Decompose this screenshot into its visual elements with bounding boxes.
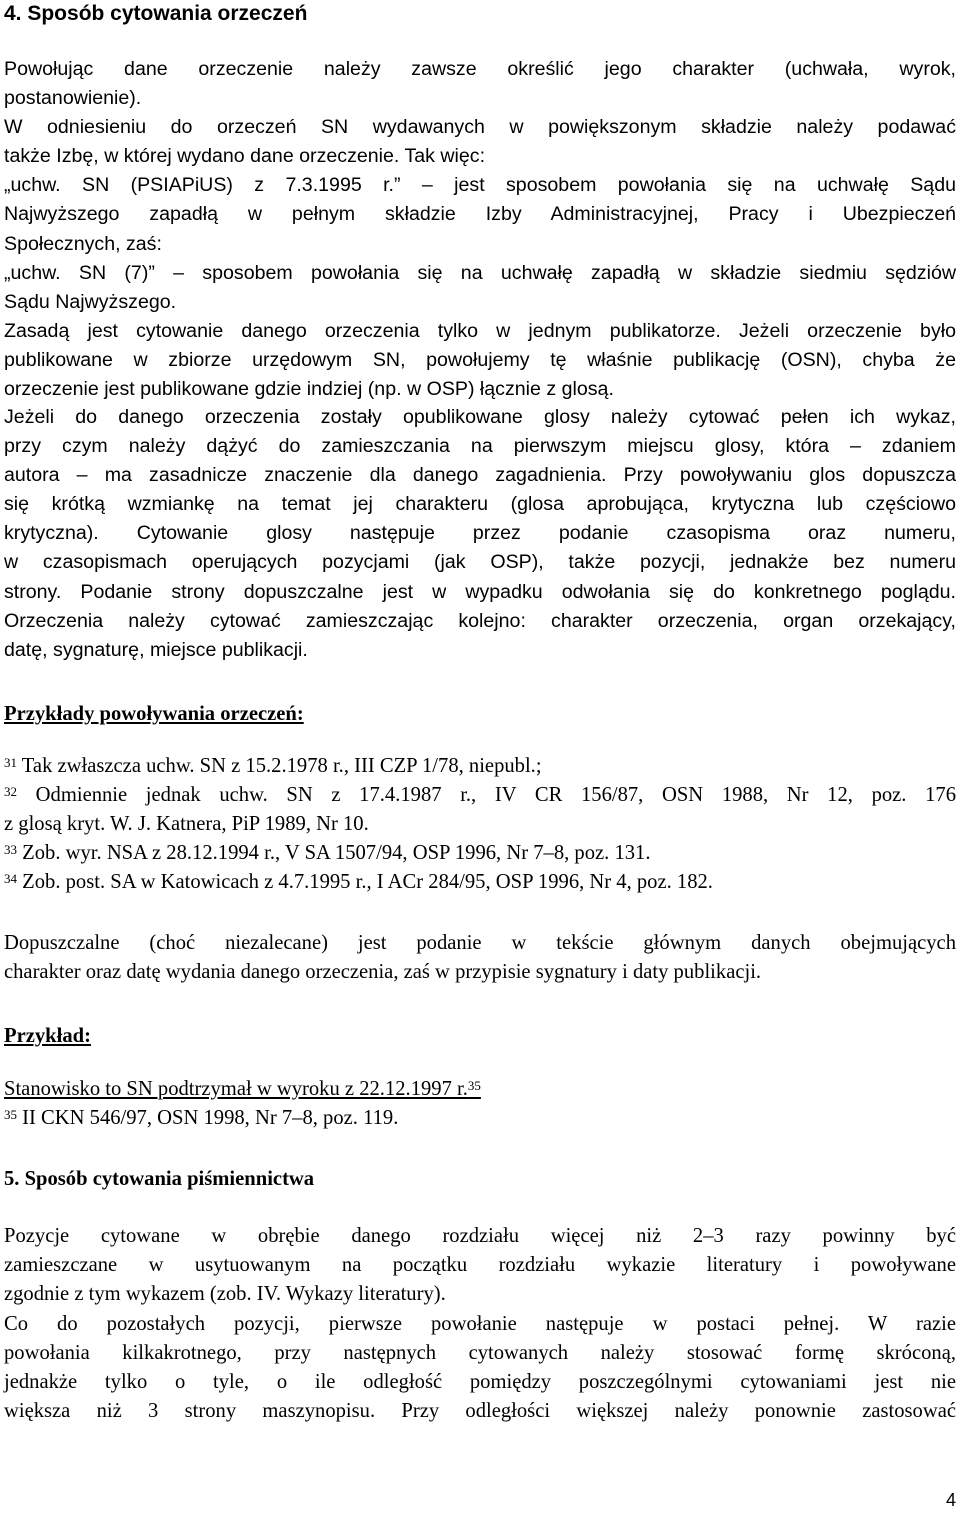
footnote-text: Zob. wyr. NSA z 28.12.1994 r., V SA 1507/94, OSP 1996, Nr 7–8, poz. 131. (22, 842, 651, 865)
text-line: się krótką wzmiankę na temat jej charakteru (glosa aprobująca, krytyczna lub częściowo (4, 493, 956, 516)
text-line: orzeczenie jest publikowane gdzie indziej (np. w OSP) łącznie z glosą. (4, 378, 614, 401)
footnote-item (4, 868, 956, 897)
example-sentence (4, 1078, 481, 1100)
text-line: Społecznych, zaś: (4, 232, 162, 255)
footnote-item (4, 752, 956, 781)
footnote-text: Tak zwłaszcza uchw. SN z 15.2.1978 r., III CZP 1/78, niepubl.; (21, 755, 542, 777)
example-sentence-text: Stanowisko to SN podtrzymał w wyroku z 22.12.1997 r. (4, 1078, 468, 1100)
footnote-examples-list (4, 752, 956, 897)
examples-heading: Przykłady powoływania orzeczeń: (4, 703, 304, 725)
footnote-text: Zob. post. SA w Katowicach z 4.7.1995 r., I ACr 284/95, OSP 1996, Nr 4, poz. 182. (22, 871, 713, 894)
footnote-item (4, 839, 956, 868)
example-block (4, 1075, 956, 1133)
text-line: także Izbę, w której wydano dane orzeczenie. Tak więc: (4, 145, 486, 168)
text-line: Najwyższego zapadłą w pełnym składzie Izby Administracyjnej, Pracy i Ubezpieczeń (4, 203, 956, 226)
text-line: datę, sygnaturę, miejsce publikacji. (4, 638, 308, 661)
footnote-number: 34 (4, 871, 17, 887)
text-line: Dopuszczalne (choć niezalecane) jest podanie w tekście głównym danych obejmujących (4, 932, 956, 954)
text-line: Orzeczenia należy cytować zamieszczając kolejno: charakter orzeczenia, organ orzekający, (4, 609, 956, 632)
text-line: Jeżeli do danego orzeczenia zostały opublikowane glosy należy cytować pełen ich wykaz, (4, 406, 956, 428)
section-4-paragraph-3 (4, 929, 956, 987)
section-4-heading: 4. Sposób cytowania orzeczeń (4, 2, 308, 25)
text-line: przy czym należy dążyć do zamieszczania na pierwszym miejscu glosy, która – zdaniem (4, 435, 956, 458)
text-line: „uchw. SN (PSIAPiUS) z 7.3.1995 r.” – jest sposobem powołania się na uchwałę Sądu (4, 174, 956, 197)
section-5-paragraph-1 (4, 1222, 956, 1309)
text-line: publikowane w zbiorze urzędowym SN, powołujemy tę właśnie publikację (OSN), chyba że (4, 348, 956, 371)
section-5-paragraph-2 (4, 1310, 956, 1426)
footnote-number: 35 (4, 1107, 17, 1123)
footnote-number: 31 (4, 755, 17, 770)
page-number: 4 (946, 1490, 957, 1510)
text-line: Co do pozostałych pozycji, pierwsze powołanie następuje w postaci pełnej. W razie (4, 1313, 956, 1335)
footnote-continuation: z glosą kryt. W. J. Katnera, PiP 1989, Nr 10. (4, 813, 369, 836)
section-4-paragraph-1 (4, 55, 956, 404)
text-line: Pozycje cytowane w obrębie danego rozdziału więcej niż 2–3 razy powinny być (4, 1225, 956, 1247)
text-line: krytyczna). Cytowanie glosy następuje przez podanie czasopisma oraz numeru, (4, 522, 956, 545)
text-line: Zasadą jest cytowanie danego orzeczenia tylko w jednym publikatorze. Jeżeli orzeczenie było (4, 319, 956, 342)
text-line: postanowienie). (4, 87, 142, 110)
section-5-heading: 5. Sposób cytowania piśmiennictwa (4, 1168, 315, 1190)
footnote-item (4, 1104, 956, 1133)
footnote-text: II CKN 546/97, OSN 1998, Nr 7–8, poz. 119. (22, 1107, 399, 1130)
text-line: Sądu Najwyższego. (4, 290, 177, 313)
text-line: zgodnie z tym wykazem (zob. IV. Wykazy literatury). (4, 1283, 446, 1306)
footnote-text: Odmiennie jednak uchw. SN z 17.4.1987 r., IV CR 156/87, OSN 1988, Nr 12, poz. 176 (35, 784, 956, 807)
text-line: strony. Podanie strony dopuszczalne jest w wypadku odwołania się do konkretnego poglądu. (4, 580, 956, 603)
footnote-item (4, 781, 956, 810)
footnote-reference: 35 (467, 1078, 481, 1093)
text-line: charakter oraz datę wydania danego orzeczenia, zaś w przypisie sygnatury i daty publikacji. (4, 961, 762, 984)
example-sentence-line (4, 1075, 956, 1104)
text-line: autora – ma zasadnicze znaczenie dla danego zagadnienia. Przy powoływaniu glos dopuszcza (4, 464, 956, 487)
example-heading: Przykład: (4, 1025, 91, 1047)
text-line: Powołując dane orzeczenie należy zawsze określić jego charakter (uchwała, wyrok, (4, 58, 956, 80)
text-line: większa niż 3 strony maszynopisu. Przy odległości większej należy ponownie zastosować (4, 1400, 956, 1423)
text-line: W odniesieniu do orzeczeń SN wydawanych w powiększonym składzie należy podawać (4, 116, 956, 139)
text-line: „uchw. SN (7)” – sposobem powołania się na uchwałę zapadłą w składzie siedmiu sędziów (4, 261, 956, 284)
section-4-paragraph-2 (4, 403, 956, 665)
text-line: w czasopismach operujących pozycjami (jak OSP), także pozycji, jednakże bez numeru (4, 551, 956, 574)
text-line: powołania kilkakrotnego, przy następnych cytowanych należy stosować formę skróconą, (4, 1342, 956, 1365)
footnote-number: 33 (4, 842, 17, 858)
text-line: jednakże tylko o tyle, o ile odległość pomiędzy poszczególnymi cytowaniami jest nie (4, 1371, 956, 1394)
footnote-number: 32 (4, 784, 17, 800)
text-line: zamieszczane w usytuowanym na początku rozdziału wykazie literatury i powoływane (4, 1254, 956, 1277)
